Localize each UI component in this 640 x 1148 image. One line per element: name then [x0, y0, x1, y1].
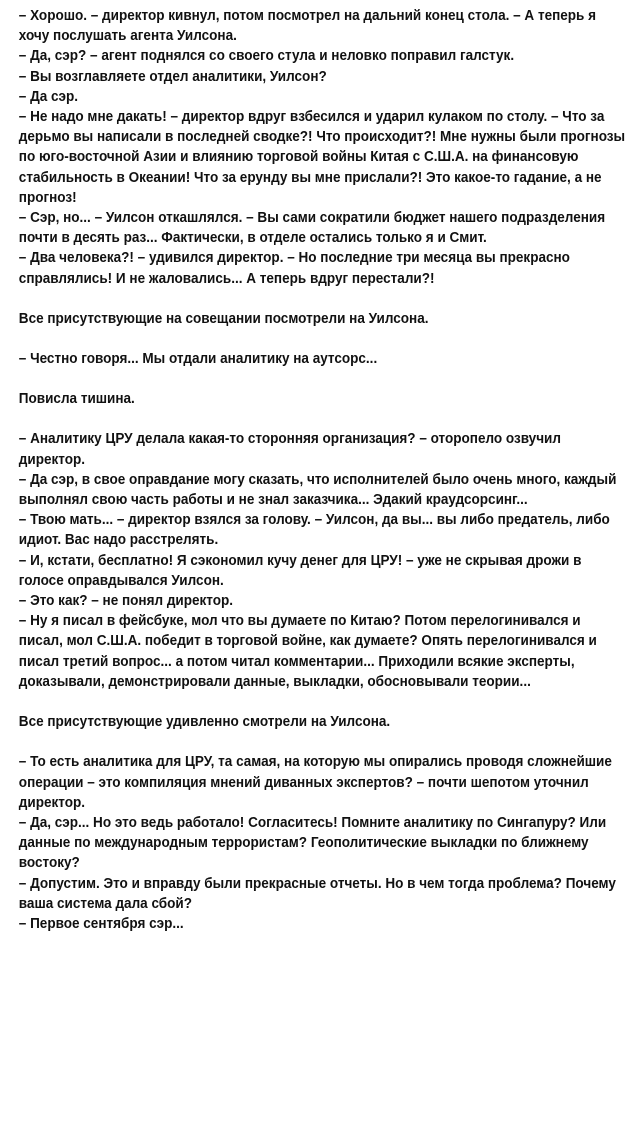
paragraph: – Да сэр, в свое оправдание могу сказать, что исполнителей было очень много, каждый выполнял свою часть работы и не знал заказчика... Эдакий краудсорсинг... — [18, 471, 617, 509]
blank-line — [19, 692, 627, 712]
paragraph: Повисла тишина. — [18, 391, 135, 408]
paragraph: – Два человека?! – удивился директор. – Но последние три месяца вы прекрасно справлялись! И не жаловались... А теперь вдруг перестали?! — [18, 250, 570, 287]
blank-line — [19, 289, 627, 309]
paragraph: – Честно говоря... Мы отдали аналитику на аутсорс... — [18, 351, 378, 368]
blank-line — [19, 369, 627, 389]
paragraph: Все присутствующие на совещании посмотрели на Уилсона. — [18, 310, 429, 327]
blank-line — [19, 409, 627, 429]
paragraph: – Да сэр. — [18, 88, 79, 105]
paragraph: – Да, сэр... Но это ведь работало! Согласитесь! Помните аналитику по Сингапуру? Или данные по международным террористам? Геополитические выкладки по ближнему востоку? — [18, 814, 607, 872]
blank-line — [19, 329, 627, 349]
paragraph: – Ну я писал в фейсбуке, мол что вы думаете по Китаю? Потом перелогинивался и писал, мол С.Ш.А. победит в торговой войне, как думаете? Опять перелогинивался и писал третий вопрос... а потом читал комментарии... Приходили всякие эксперты, доказывали, демонстрировали данные, выкладки, обосновывали теории... — [18, 613, 597, 690]
paragraph: – Вы возглавляете отдел аналитики, Уилсон? — [18, 68, 327, 85]
blank-line — [19, 732, 627, 752]
paragraph: – Да, сэр? – агент поднялся со своего стула и неловко поправил галстук. — [18, 48, 515, 65]
paragraph: – Допустим. Это и вправду были прекрасные отчеты. Но в чем тогда проблема? Почему ваша система дала сбой? — [18, 875, 616, 912]
paragraph: – Первое сентября сэр... — [18, 915, 184, 932]
paragraph: – То есть аналитика для ЦРУ, та самая, на которую мы опирались проводя сложнейшие операции – это компиляция мнений диванных экспертов? – почти шепотом уточнил директор. — [18, 754, 612, 811]
paragraph: – Не надо мне дакать! – директор вдруг взбесился и ударил кулаком по столу. – Что за дерьмо вы написали в последней сводке?! Что происходит?! Мне нужны были прогнозы по юго-восточной Азии и влиянию торговой войны Китая с С.Ш.А. на финансовую стабильность в Океании! Что за ерунду вы мне прислали?! Это какое-то гадание, а не прогноз! — [18, 109, 626, 206]
paragraph: – Это как? – не понял директор. — [18, 593, 234, 610]
paragraph: – И, кстати, бесплатно! Я сэкономил кучу денег для ЦРУ! – уже не скрывая дрожи в голосе оправдывался Уилсон. — [18, 552, 582, 589]
paragraph: – Хорошо. – директор кивнул, потом посмотрел на дальний конец стола. – А теперь я хочу послушать агента Уилсона. — [18, 8, 597, 45]
paragraph: – Твою мать... – директор взялся за голову. – Уилсон, да вы... вы либо предатель, либо идиот. Вас надо расстрелять. — [18, 512, 610, 549]
paragraph: – Сэр, но... – Уилсон откашлялся. – Вы сами сократили бюджет нашего подразделения почти в десять раз... Фактически, в отделе остались только я и Смит. — [18, 210, 606, 247]
paragraph: – Аналитику ЦРУ делала какая-то сторонняя организация? – оторопело озвучил директор. — [18, 431, 561, 468]
paragraph: Все присутствующие удивленно смотрели на Уилсона. — [18, 714, 391, 731]
